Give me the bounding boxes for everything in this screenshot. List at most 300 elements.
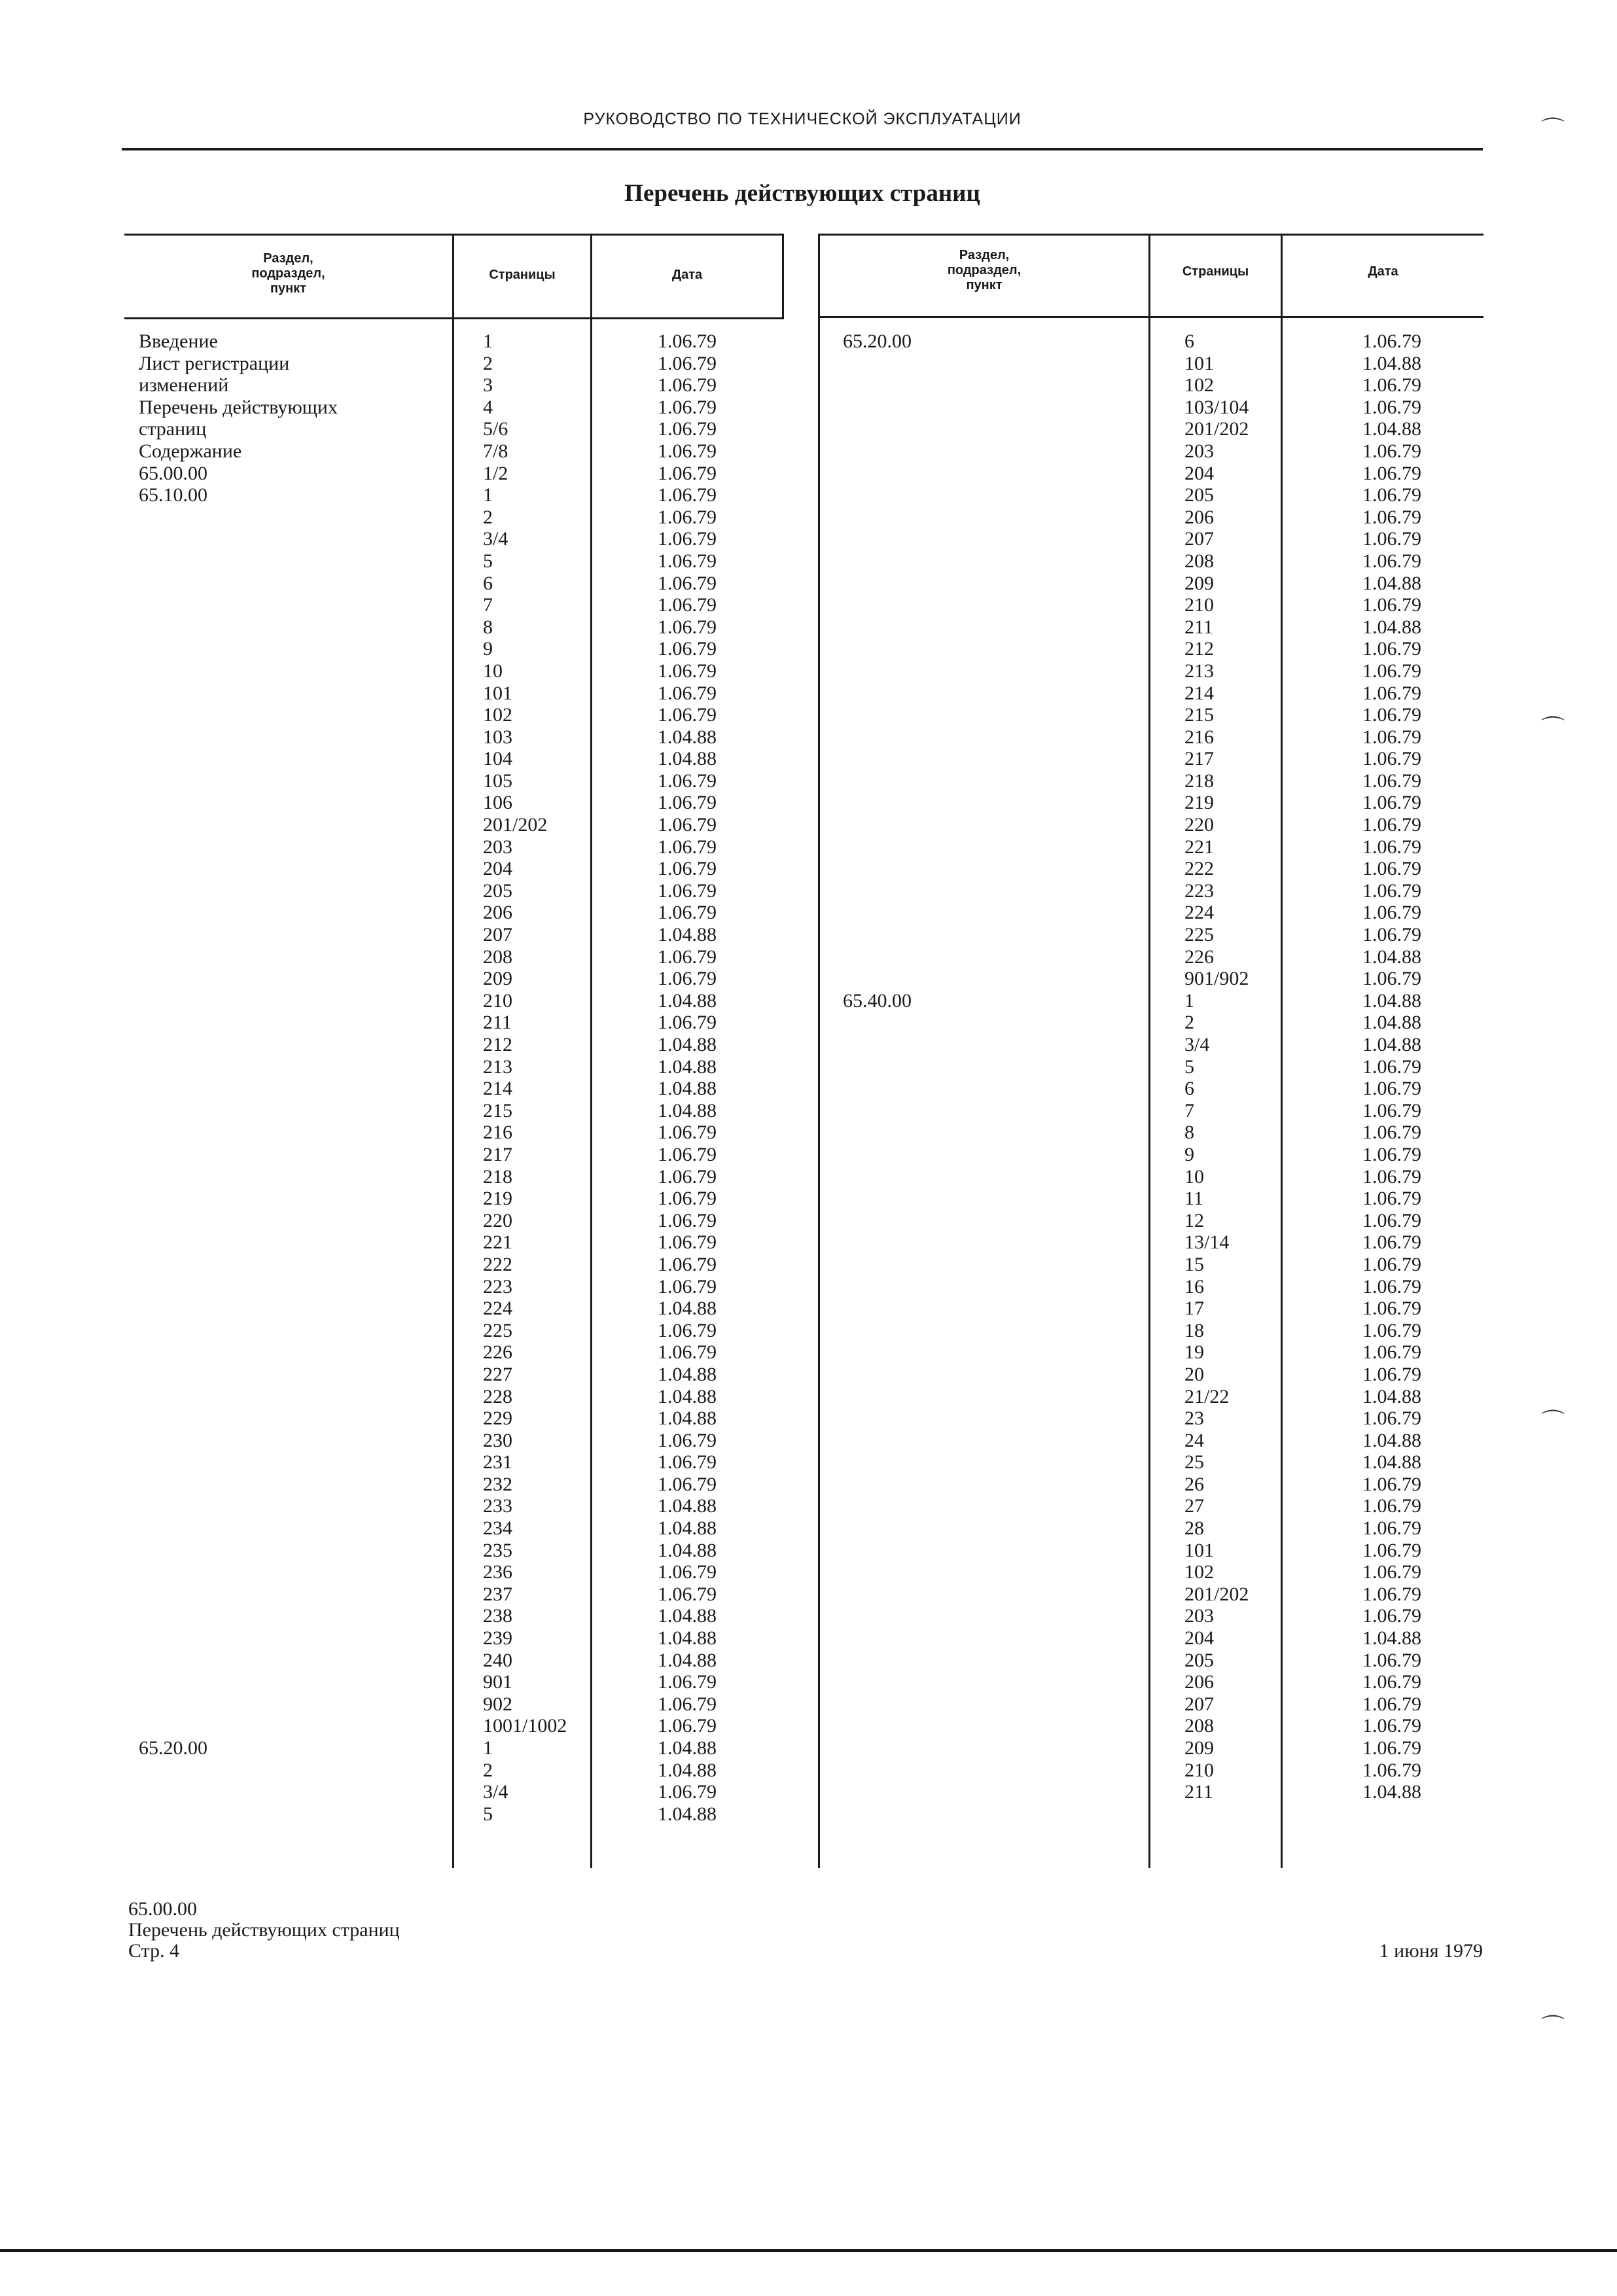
table-row bbox=[124, 594, 784, 616]
row-page: 1001/1002 bbox=[483, 1715, 567, 1737]
row-date: 1.04.88 bbox=[1362, 418, 1421, 440]
column-header-line: Раздел, bbox=[263, 251, 313, 266]
table-row bbox=[124, 1144, 784, 1166]
table-row bbox=[124, 1495, 784, 1517]
row-page: 21/22 bbox=[1184, 1385, 1230, 1407]
row-date: 1.04.88 bbox=[658, 748, 717, 770]
row-page: 7/8 bbox=[483, 440, 508, 462]
table-row bbox=[124, 1012, 784, 1034]
table-row bbox=[124, 1627, 784, 1650]
table-row bbox=[818, 1561, 1484, 1583]
table-row bbox=[818, 924, 1484, 946]
row-page: 103/104 bbox=[1184, 396, 1249, 418]
table-row bbox=[818, 726, 1484, 749]
table-row bbox=[124, 836, 784, 858]
table-row bbox=[818, 1188, 1484, 1210]
table-row bbox=[818, 528, 1484, 550]
row-page: 103 bbox=[483, 726, 512, 748]
table-row bbox=[818, 1671, 1484, 1693]
table-row bbox=[124, 1034, 784, 1056]
row-page: 5 bbox=[1184, 1055, 1194, 1078]
row-date: 1.04.88 bbox=[1362, 616, 1421, 638]
row-date: 1.04.88 bbox=[658, 1055, 717, 1078]
row-date: 1.06.79 bbox=[1362, 506, 1421, 528]
table-row bbox=[124, 528, 784, 550]
table-row bbox=[818, 1298, 1484, 1320]
row-date: 1.06.79 bbox=[658, 1253, 717, 1275]
row-page: 2 bbox=[483, 1759, 493, 1781]
row-date: 1.06.79 bbox=[1362, 769, 1421, 792]
row-date: 1.06.79 bbox=[658, 396, 717, 418]
row-page: 207 bbox=[483, 924, 512, 946]
table-row bbox=[124, 1715, 784, 1737]
row-page: 5 bbox=[483, 1803, 493, 1825]
table-row bbox=[124, 726, 784, 749]
left-table-rows bbox=[124, 330, 784, 1825]
row-date: 1.06.79 bbox=[1362, 330, 1421, 352]
row-page: 1/2 bbox=[483, 462, 508, 484]
table-row bbox=[818, 1605, 1484, 1627]
row-page: 210 bbox=[1184, 594, 1214, 616]
footer-block bbox=[128, 1899, 400, 1962]
row-section: Лист регистрации bbox=[139, 352, 290, 374]
row-date: 1.06.79 bbox=[658, 1429, 717, 1451]
row-date: 1.06.79 bbox=[1362, 1275, 1421, 1298]
column-header-line: пункт bbox=[270, 281, 307, 296]
row-date: 1.06.79 bbox=[658, 638, 717, 660]
table-row bbox=[124, 1671, 784, 1693]
row-date: 1.06.79 bbox=[1362, 902, 1421, 924]
row-date: 1.06.79 bbox=[1362, 704, 1421, 726]
table-row bbox=[818, 573, 1484, 595]
row-date: 1.06.79 bbox=[658, 1319, 717, 1341]
table-row bbox=[818, 858, 1484, 880]
row-date: 1.06.79 bbox=[1362, 638, 1421, 660]
row-page: 2 bbox=[483, 506, 493, 528]
row-page: 2 bbox=[483, 352, 493, 374]
row-page: 3/4 bbox=[483, 528, 508, 550]
row-date: 1.06.79 bbox=[658, 1583, 717, 1605]
table-top-rule bbox=[818, 234, 1484, 236]
table-row bbox=[124, 902, 784, 924]
table-row bbox=[124, 1188, 784, 1210]
row-page: 230 bbox=[483, 1429, 512, 1451]
row-page: 5/6 bbox=[483, 418, 508, 440]
row-page: 224 bbox=[483, 1298, 512, 1320]
row-date: 1.04.88 bbox=[1362, 945, 1421, 968]
table-row bbox=[818, 1627, 1484, 1650]
row-date: 1.06.79 bbox=[658, 968, 717, 990]
row-date: 1.06.79 bbox=[658, 769, 717, 792]
row-page: 206 bbox=[1184, 1671, 1214, 1693]
table-row bbox=[124, 1430, 784, 1452]
column-header-line: пункт bbox=[966, 278, 1003, 292]
row-page: 6 bbox=[483, 572, 493, 594]
table-row bbox=[818, 1759, 1484, 1782]
footer-label: Перечень действующих страниц bbox=[128, 1919, 400, 1941]
table-row bbox=[818, 1386, 1484, 1408]
row-page: 225 bbox=[483, 1319, 512, 1341]
row-date: 1.06.79 bbox=[658, 1473, 717, 1495]
row-page: 102 bbox=[1184, 374, 1214, 397]
row-page: 201/202 bbox=[1184, 1583, 1249, 1605]
row-page: 219 bbox=[1184, 792, 1214, 814]
table-row bbox=[818, 374, 1484, 397]
row-date: 1.06.79 bbox=[1362, 1341, 1421, 1364]
row-date: 1.04.88 bbox=[1362, 1034, 1421, 1055]
row-date: 1.06.79 bbox=[1362, 1737, 1421, 1759]
table-row bbox=[818, 1320, 1484, 1342]
row-date: 1.06.79 bbox=[1362, 1473, 1421, 1495]
row-date: 1.06.79 bbox=[1362, 1298, 1421, 1320]
row-page: 26 bbox=[1184, 1473, 1204, 1495]
row-date: 1.06.79 bbox=[1362, 1605, 1421, 1627]
row-date: 1.06.79 bbox=[658, 858, 717, 880]
table-row bbox=[818, 770, 1484, 792]
row-date: 1.06.79 bbox=[1362, 1143, 1421, 1165]
row-page: 240 bbox=[483, 1649, 512, 1671]
row-page: 6 bbox=[1184, 330, 1194, 352]
row-page: 210 bbox=[483, 989, 512, 1012]
row-date: 1.06.79 bbox=[658, 528, 717, 550]
table-row bbox=[124, 1122, 784, 1144]
footer-page: Стр. 4 bbox=[128, 1940, 180, 1962]
table-row bbox=[818, 330, 1484, 353]
row-page: 204 bbox=[1184, 1627, 1214, 1650]
table-row bbox=[818, 1650, 1484, 1672]
row-page: 220 bbox=[483, 1209, 512, 1231]
table-row bbox=[818, 1210, 1484, 1232]
row-date: 1.06.79 bbox=[1362, 1517, 1421, 1540]
row-date: 1.06.79 bbox=[658, 374, 717, 397]
row-page: 211 bbox=[1184, 616, 1213, 638]
table-row bbox=[818, 353, 1484, 375]
row-page: 223 bbox=[1184, 879, 1214, 902]
row-date: 1.06.79 bbox=[1362, 1495, 1421, 1517]
row-page: 902 bbox=[483, 1693, 512, 1715]
table-row bbox=[818, 1254, 1484, 1276]
row-date: 1.04.88 bbox=[1362, 1627, 1421, 1650]
row-page: 2 bbox=[1184, 1012, 1194, 1034]
table-row bbox=[818, 1144, 1484, 1166]
column-divider bbox=[782, 234, 784, 317]
row-page: 1 bbox=[483, 330, 493, 352]
row-date: 1.06.79 bbox=[658, 572, 717, 594]
row-date: 1.06.79 bbox=[1362, 1649, 1421, 1671]
punch-mark-icon: ⌒ bbox=[1541, 715, 1565, 742]
row-page: 218 bbox=[1184, 769, 1214, 792]
row-date: 1.06.79 bbox=[1362, 374, 1421, 397]
row-date: 1.04.88 bbox=[658, 989, 717, 1012]
table-row bbox=[818, 1693, 1484, 1716]
table-row bbox=[818, 440, 1484, 463]
column-header-line: Раздел, bbox=[959, 248, 1010, 262]
table-row bbox=[818, 814, 1484, 836]
table-row bbox=[818, 836, 1484, 858]
row-date: 1.04.88 bbox=[658, 1495, 717, 1517]
table-row bbox=[818, 1451, 1484, 1474]
row-page: 203 bbox=[483, 836, 512, 858]
row-page: 104 bbox=[483, 748, 512, 770]
row-date: 1.06.79 bbox=[658, 879, 717, 902]
row-page: 102 bbox=[483, 704, 512, 726]
table-row bbox=[818, 1100, 1484, 1122]
row-page: 16 bbox=[1184, 1275, 1204, 1298]
table-row bbox=[818, 550, 1484, 573]
row-section: 65.10.00 bbox=[139, 484, 207, 506]
row-date: 1.06.79 bbox=[658, 1781, 717, 1803]
row-page: 225 bbox=[1184, 924, 1214, 946]
table-row bbox=[124, 573, 784, 595]
row-page: 229 bbox=[483, 1407, 512, 1430]
row-date: 1.06.79 bbox=[658, 1693, 717, 1715]
row-page: 102 bbox=[1184, 1561, 1214, 1583]
row-date: 1.04.88 bbox=[1362, 352, 1421, 374]
table-row bbox=[124, 1540, 784, 1562]
column-header-section bbox=[124, 251, 452, 296]
row-date: 1.06.79 bbox=[1362, 1363, 1421, 1385]
right-table bbox=[818, 234, 1484, 1868]
row-date: 1.06.79 bbox=[658, 484, 717, 506]
row-page: 239 bbox=[483, 1627, 512, 1650]
row-date: 1.06.79 bbox=[658, 1715, 717, 1737]
table-row bbox=[124, 1056, 784, 1078]
row-page: 3/4 bbox=[483, 1781, 508, 1803]
row-section: 65.00.00 bbox=[139, 462, 207, 484]
table-row bbox=[818, 1517, 1484, 1540]
column-header-line: подраздел, bbox=[947, 263, 1022, 277]
row-page: 236 bbox=[483, 1561, 512, 1583]
row-page: 218 bbox=[483, 1165, 512, 1188]
row-page: 212 bbox=[483, 1034, 512, 1055]
column-header-section bbox=[820, 248, 1148, 293]
row-page: 101 bbox=[1184, 352, 1214, 374]
row-date: 1.04.88 bbox=[658, 1407, 717, 1430]
table-row bbox=[818, 418, 1484, 440]
row-page: 201/202 bbox=[1184, 418, 1249, 440]
row-date: 1.06.79 bbox=[658, 1451, 717, 1474]
row-date: 1.06.79 bbox=[658, 902, 717, 924]
column-header-pages: Страницы bbox=[489, 268, 556, 282]
row-date: 1.04.88 bbox=[1362, 1385, 1421, 1407]
right-table-rows bbox=[818, 330, 1484, 1803]
row-page: 4 bbox=[483, 396, 493, 418]
row-date: 1.06.79 bbox=[1362, 726, 1421, 748]
row-date: 1.04.88 bbox=[658, 1517, 717, 1540]
row-date: 1.06.79 bbox=[658, 616, 717, 638]
row-page: 5 bbox=[483, 550, 493, 572]
row-page: 13/14 bbox=[1184, 1231, 1230, 1254]
row-date: 1.04.88 bbox=[658, 1605, 717, 1627]
column-header-pages: Страницы bbox=[1182, 264, 1249, 279]
row-page: 234 bbox=[483, 1517, 512, 1540]
table-row bbox=[124, 1231, 784, 1254]
table-row bbox=[124, 1320, 784, 1342]
table-row bbox=[818, 1737, 1484, 1759]
row-date: 1.06.79 bbox=[1362, 968, 1421, 990]
table-row bbox=[124, 1341, 784, 1364]
row-date: 1.06.79 bbox=[1362, 528, 1421, 550]
row-date: 1.06.79 bbox=[658, 1671, 717, 1693]
column-header-line: подраздел, bbox=[251, 266, 325, 281]
punch-mark-icon: ⌒ bbox=[1541, 116, 1565, 143]
row-page: 224 bbox=[1184, 902, 1214, 924]
row-page: 7 bbox=[483, 594, 493, 616]
row-date: 1.06.79 bbox=[658, 352, 717, 374]
row-page: 222 bbox=[483, 1253, 512, 1275]
row-date: 1.04.88 bbox=[658, 1737, 717, 1759]
row-page: 231 bbox=[483, 1451, 512, 1474]
row-date: 1.06.79 bbox=[658, 1341, 717, 1364]
table-row bbox=[124, 770, 784, 792]
row-date: 1.06.79 bbox=[658, 1143, 717, 1165]
table-row bbox=[124, 1583, 784, 1606]
table-row bbox=[124, 1166, 784, 1188]
table-row bbox=[124, 792, 784, 814]
row-page: 3/4 bbox=[1184, 1034, 1210, 1055]
table-row bbox=[124, 1451, 784, 1474]
row-date: 1.06.79 bbox=[658, 792, 717, 814]
table-row bbox=[124, 814, 784, 836]
table-row bbox=[124, 397, 784, 419]
row-date: 1.06.79 bbox=[658, 462, 717, 484]
table-row bbox=[124, 550, 784, 573]
row-page: 217 bbox=[483, 1143, 512, 1165]
row-section: Перечень действующих bbox=[139, 396, 338, 418]
row-page: 901 bbox=[483, 1671, 512, 1693]
row-page: 221 bbox=[1184, 836, 1214, 858]
row-date: 1.06.79 bbox=[658, 1275, 717, 1298]
table-row bbox=[818, 1231, 1484, 1254]
row-date: 1.06.79 bbox=[658, 1188, 717, 1210]
row-date: 1.06.79 bbox=[1362, 1319, 1421, 1341]
row-page: 203 bbox=[1184, 1605, 1214, 1627]
row-date: 1.06.79 bbox=[1362, 814, 1421, 836]
row-date: 1.06.79 bbox=[658, 506, 717, 528]
row-date: 1.06.79 bbox=[658, 1231, 717, 1254]
table-row bbox=[124, 1474, 784, 1496]
row-section: 65.20.00 bbox=[843, 330, 912, 352]
punch-mark-icon: ⌒ bbox=[1541, 2014, 1565, 2041]
row-section: Содержание bbox=[139, 440, 242, 462]
row-page: 237 bbox=[483, 1583, 512, 1605]
row-date: 1.06.79 bbox=[1362, 396, 1421, 418]
row-page: 209 bbox=[483, 968, 512, 990]
row-page: 238 bbox=[483, 1605, 512, 1627]
table-row bbox=[818, 682, 1484, 705]
row-page: 25 bbox=[1184, 1451, 1204, 1474]
table-row bbox=[124, 353, 784, 375]
row-date: 1.04.88 bbox=[658, 1759, 717, 1781]
row-page: 27 bbox=[1184, 1495, 1204, 1517]
table-row bbox=[124, 616, 784, 639]
table-row bbox=[124, 1737, 784, 1759]
row-page: 216 bbox=[1184, 726, 1214, 748]
row-section: 65.40.00 bbox=[843, 989, 912, 1012]
table-top-rule bbox=[124, 234, 784, 236]
row-page: 227 bbox=[483, 1363, 512, 1385]
table-row bbox=[124, 1605, 784, 1627]
row-date: 1.06.79 bbox=[658, 945, 717, 968]
table-row bbox=[818, 1341, 1484, 1364]
table-row bbox=[818, 968, 1484, 990]
row-page: 8 bbox=[483, 616, 493, 638]
row-date: 1.04.88 bbox=[658, 1803, 717, 1825]
row-date: 1.06.79 bbox=[1362, 1231, 1421, 1254]
table-row bbox=[124, 1803, 784, 1826]
row-date: 1.06.79 bbox=[1362, 1671, 1421, 1693]
table-row bbox=[124, 440, 784, 463]
row-date: 1.06.79 bbox=[1362, 1561, 1421, 1583]
row-date: 1.04.88 bbox=[658, 1627, 717, 1650]
row-page: 228 bbox=[483, 1385, 512, 1407]
table-row bbox=[818, 1078, 1484, 1100]
table-row bbox=[818, 880, 1484, 902]
row-page: 1 bbox=[1184, 989, 1194, 1012]
table-row bbox=[818, 660, 1484, 682]
table-row bbox=[124, 858, 784, 880]
row-page: 201/202 bbox=[483, 814, 548, 836]
row-page: 222 bbox=[1184, 858, 1214, 880]
table-row bbox=[818, 616, 1484, 639]
row-page: 204 bbox=[483, 858, 512, 880]
table-row bbox=[818, 463, 1484, 485]
table-row bbox=[124, 924, 784, 946]
table-row bbox=[124, 660, 784, 682]
row-page: 205 bbox=[483, 879, 512, 902]
row-section: страниц bbox=[139, 418, 207, 440]
row-date: 1.04.88 bbox=[658, 726, 717, 748]
row-page: 101 bbox=[1184, 1539, 1214, 1561]
table-row bbox=[818, 1781, 1484, 1803]
row-page: 7 bbox=[1184, 1099, 1194, 1122]
table-row bbox=[124, 1078, 784, 1100]
row-page: 205 bbox=[1184, 1649, 1214, 1671]
row-date: 1.04.88 bbox=[1362, 572, 1421, 594]
table-row bbox=[124, 418, 784, 440]
row-page: 210 bbox=[1184, 1759, 1214, 1781]
row-date: 1.06.79 bbox=[658, 594, 717, 616]
row-page: 208 bbox=[483, 945, 512, 968]
row-date: 1.06.79 bbox=[658, 704, 717, 726]
row-page: 101 bbox=[483, 682, 512, 704]
row-page: 901/902 bbox=[1184, 968, 1249, 990]
table-row bbox=[124, 463, 784, 485]
table-head-rule bbox=[818, 316, 1484, 318]
row-date: 1.04.88 bbox=[658, 1363, 717, 1385]
row-date: 1.06.79 bbox=[1362, 660, 1421, 682]
table-row bbox=[124, 1781, 784, 1803]
row-page: 206 bbox=[1184, 506, 1214, 528]
row-date: 1.06.79 bbox=[1362, 550, 1421, 572]
table-row bbox=[818, 397, 1484, 419]
table-row bbox=[124, 1298, 784, 1320]
row-date: 1.06.79 bbox=[1362, 1209, 1421, 1231]
row-date: 1.04.88 bbox=[658, 1099, 717, 1122]
row-date: 1.06.79 bbox=[1362, 1407, 1421, 1430]
row-date: 1.06.79 bbox=[1362, 1122, 1421, 1144]
table-row bbox=[124, 1364, 784, 1386]
row-section: 65.20.00 bbox=[139, 1737, 207, 1759]
row-date: 1.06.79 bbox=[1362, 1253, 1421, 1275]
row-date: 1.04.88 bbox=[1362, 1012, 1421, 1034]
row-date: 1.04.88 bbox=[658, 1385, 717, 1407]
row-date: 1.04.88 bbox=[658, 1649, 717, 1671]
table-row bbox=[818, 1166, 1484, 1188]
row-page: 215 bbox=[483, 1099, 512, 1122]
table-row bbox=[124, 1254, 784, 1276]
row-date: 1.06.79 bbox=[658, 330, 717, 352]
